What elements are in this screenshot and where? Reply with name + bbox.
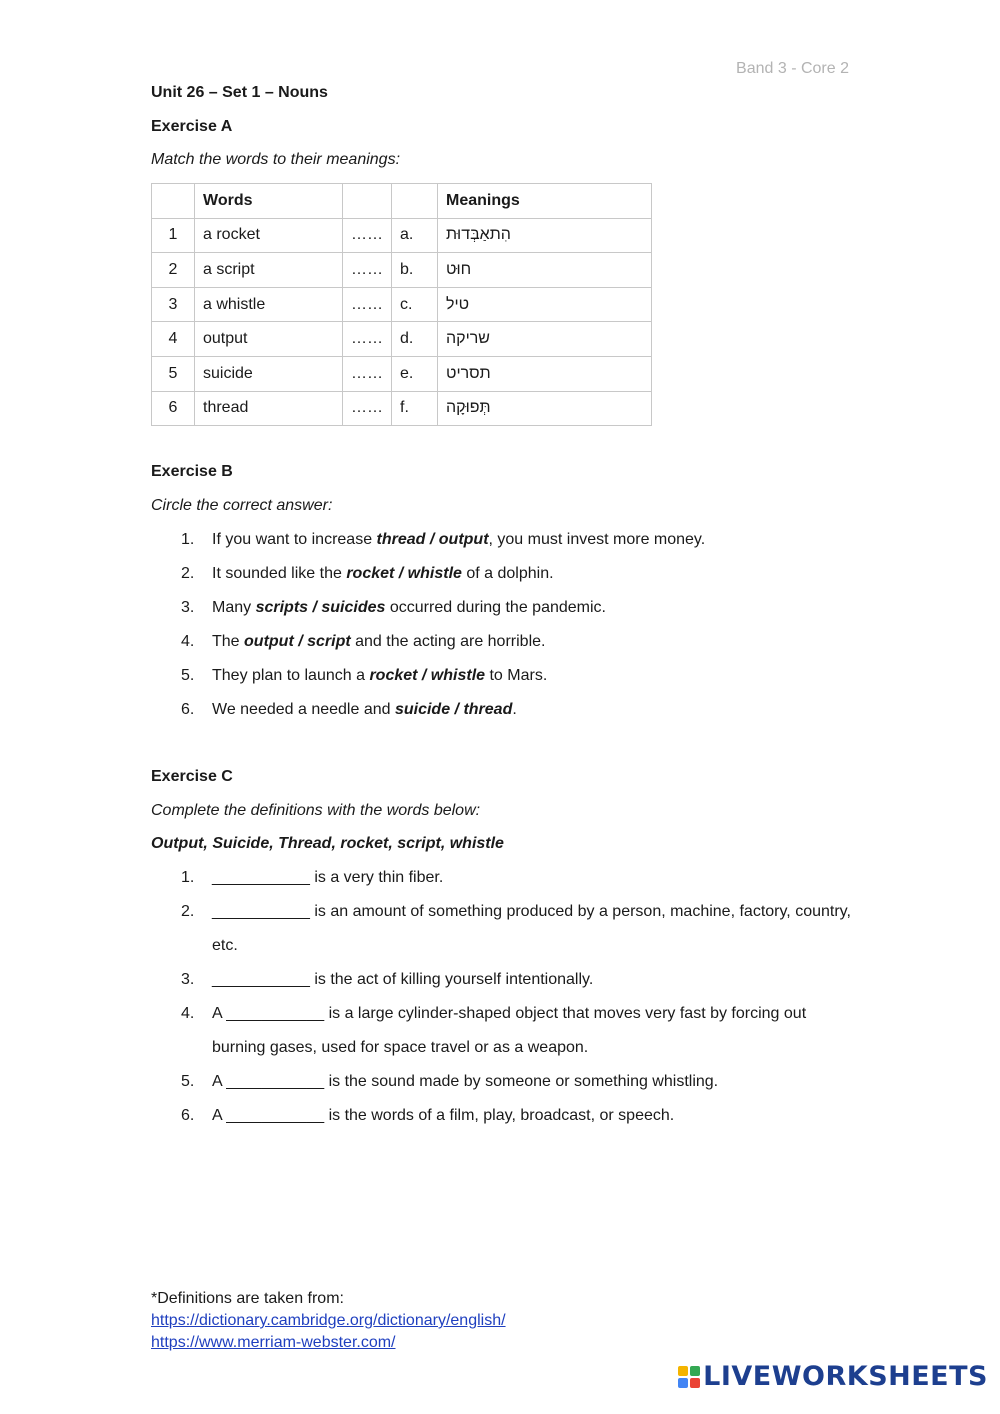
row-letter: f. [392, 391, 438, 426]
definition-text: ___________ is an amount of something produced by a person, machine, factory, country, etc. [212, 903, 851, 954]
row-number: 1 [152, 218, 195, 253]
definition-text: ___________ is the act of killing yourself intentionally. [212, 971, 594, 988]
exercise-c-list [151, 861, 851, 1133]
matching-table [151, 183, 652, 426]
sources-note: *Definitions are taken from: [151, 1290, 344, 1307]
exercise-b-instruction: Circle the correct answer: [151, 497, 333, 514]
row-letter: b. [392, 253, 438, 288]
list-item: 4. The output / script and the acting are horrible. [181, 633, 546, 650]
answer-blank[interactable]: …… [343, 253, 392, 288]
answer-choice[interactable]: scripts / suicides [255, 599, 386, 616]
exercise-b-list [151, 523, 851, 727]
exercise-c-title: Exercise C [151, 768, 233, 785]
logo-text: LIVEWORKSHEETS [703, 1361, 988, 1392]
list-item[interactable]: 2. ___________ is an amount of something produced by a person, machine, factory, country, etc. [181, 903, 851, 954]
row-number: 4 [152, 322, 195, 357]
definition-text: A ___________ is the words of a film, play, broadcast, or speech. [212, 1107, 675, 1124]
table-row [152, 391, 652, 426]
row-word: a rocket [195, 218, 343, 253]
meanings-header: Meanings [438, 184, 652, 219]
row-word: suicide [195, 356, 343, 391]
row-meaning: טיל [446, 295, 470, 313]
row-meaning: הִתאַבְּדוּת [446, 226, 511, 244]
table-row [152, 253, 652, 288]
exercise-c-instruction: Complete the definitions with the words below: [151, 802, 481, 819]
row-meaning: תסריט [446, 364, 491, 382]
row-word: a script [195, 253, 343, 288]
row-letter: c. [392, 287, 438, 322]
answer-choice[interactable]: suicide / thread [394, 701, 513, 718]
answer-blank[interactable]: …… [343, 356, 392, 391]
exercise-a-title: Exercise A [151, 118, 233, 135]
table-row [152, 287, 652, 322]
answer-choice[interactable]: rocket / whistle [346, 565, 462, 582]
row-number: 6 [152, 391, 195, 426]
liveworksheets-logo [678, 1361, 988, 1392]
definition-text: ___________ is a very thin fiber. [212, 869, 444, 886]
list-item: 1. If you want to increase thread / output, you must invest more money. [181, 531, 706, 548]
row-word: output [195, 322, 343, 357]
logo-square [690, 1378, 700, 1388]
answer-blank[interactable]: …… [343, 391, 392, 426]
logo-grid-icon [678, 1366, 700, 1388]
row-meaning: תְּפוּקָה [446, 399, 491, 417]
row-number: 3 [152, 287, 195, 322]
words-header: Words [195, 184, 343, 219]
row-number: 5 [152, 356, 195, 391]
logo-square [690, 1366, 700, 1376]
list-item: 3. Many scripts / suicides occurred during the pandemic. [181, 599, 606, 616]
footer-sources [151, 1288, 506, 1354]
table-row [152, 218, 652, 253]
exercise-b-title: Exercise B [151, 463, 233, 480]
logo-square [678, 1366, 688, 1376]
answer-blank[interactable]: …… [343, 322, 392, 357]
merriam-webster-link[interactable]: https://www.merriam-webster.com/ [151, 1334, 396, 1351]
exercise-a-instruction: Match the words to their meanings: [151, 151, 401, 168]
row-letter: a. [392, 218, 438, 253]
row-word: thread [195, 391, 343, 426]
row-number: 2 [152, 253, 195, 288]
definition-text: A ___________ is the sound made by someone or something whistling. [212, 1073, 719, 1090]
row-meaning: חוּט [446, 260, 472, 278]
row-letter: d. [392, 322, 438, 357]
definition-text: A ___________ is a large cylinder-shaped object that moves very fast by forcing out burning gases, used for space travel or as a weapon. [212, 1005, 807, 1056]
cambridge-link[interactable]: https://dictionary.cambridge.org/dictionary/english/ [151, 1312, 506, 1329]
list-item[interactable]: 5. A ___________ is the sound made by someone or something whistling. [181, 1073, 719, 1090]
answer-choice[interactable]: output / script [244, 633, 351, 650]
list-item: 6. We needed a needle and suicide / thread. [181, 701, 517, 718]
list-item: 2. It sounded like the rocket / whistle of a dolphin. [181, 565, 554, 582]
answer-choice[interactable]: rocket / whistle [369, 667, 486, 684]
table-header-row [152, 184, 652, 219]
row-word: a whistle [195, 287, 343, 322]
answer-blank[interactable]: …… [343, 218, 392, 253]
word-bank: Output, Suicide, Thread, rocket, script, whistle [151, 835, 504, 852]
list-item[interactable]: 6. A ___________ is the words of a film, play, broadcast, or speech. [181, 1107, 675, 1124]
band-label: Band 3 - Core 2 [736, 60, 849, 77]
table-row [152, 322, 652, 357]
logo-square [678, 1378, 688, 1388]
row-meaning: שריקה [446, 330, 490, 348]
page-title: Unit 26 – Set 1 – Nouns [151, 84, 328, 101]
row-letter: e. [392, 356, 438, 391]
list-item[interactable]: 4. A ___________ is a large cylinder-shaped object that moves very fast by forcing out burning gases, used for space travel or as a weapon. [181, 1005, 807, 1056]
list-item[interactable]: 1. ___________ is a very thin fiber. [181, 869, 444, 886]
table-row [152, 356, 652, 391]
list-item: 5. They plan to launch a rocket / whistle to Mars. [181, 667, 548, 684]
list-item[interactable]: 3. ___________ is the act of killing yourself intentionally. [181, 971, 594, 988]
answer-blank[interactable]: …… [343, 287, 392, 322]
answer-choice[interactable]: thread / output [376, 531, 489, 548]
